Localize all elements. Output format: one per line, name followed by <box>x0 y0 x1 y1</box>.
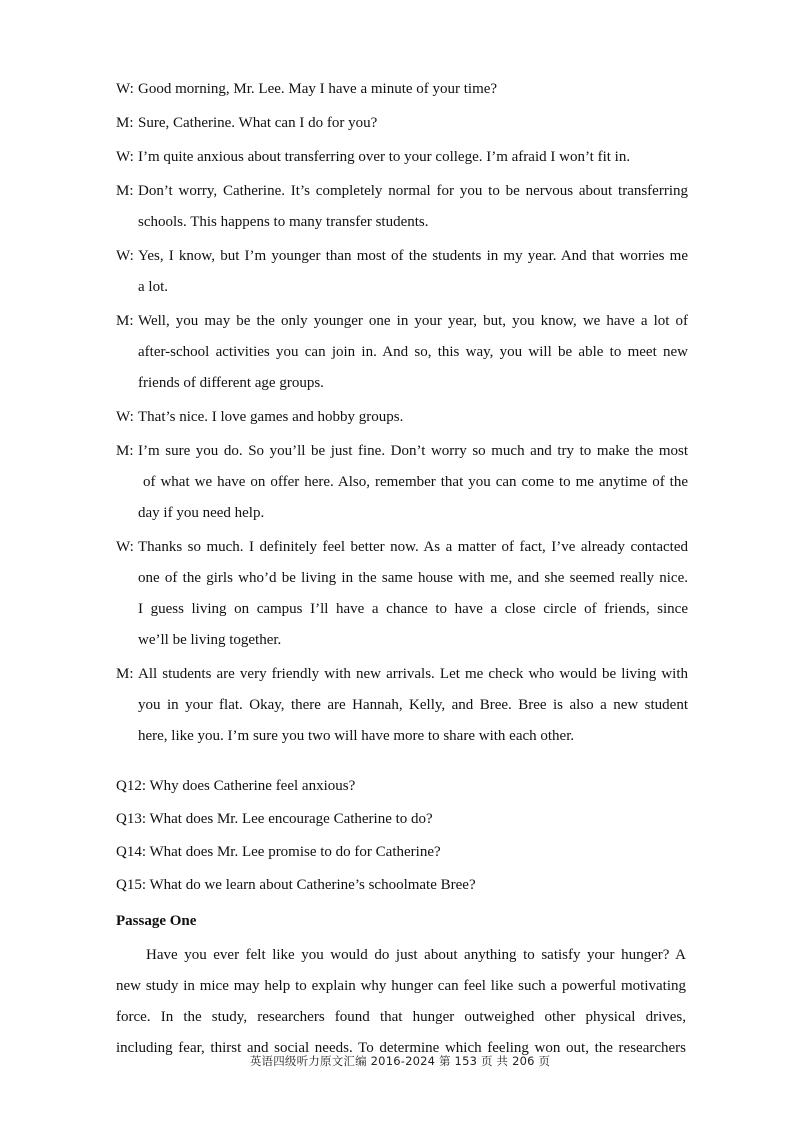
turn-line: we’ll be living together. <box>138 632 282 648</box>
turn-line: a lot. <box>138 279 168 295</box>
turn-line: Good morning, Mr. Lee. May I have a minute of your time? <box>138 81 498 97</box>
speaker-label: W: <box>116 539 134 555</box>
speaker-label: W: <box>116 248 134 264</box>
turn-line: day if you need help. <box>138 505 265 521</box>
turn-line: Sure, Catherine. What can I do for you? <box>138 115 378 131</box>
turn-line: schools. This happens to many transfer students. <box>138 214 429 230</box>
speaker-label: M: <box>116 115 134 131</box>
question-item: Q13: What does Mr. Lee encourage Catherine to do? <box>116 811 433 827</box>
turn-line: after-school activities you can join in. And so, this way, you will be able to meet new <box>138 344 688 360</box>
turn-line: Well, you may be the only younger one in your year, but, you know, we have a lot of <box>138 313 688 329</box>
speaker-label: W: <box>116 81 134 97</box>
dialogue-turn <box>116 142 688 173</box>
dialogue-turn <box>116 659 688 752</box>
speaker-label: M: <box>116 443 134 459</box>
questions-list <box>116 770 688 902</box>
turn-line: I guess living on campus I’ll have a chance to have a close circle of friends, since <box>138 601 688 617</box>
turn-text <box>138 241 688 303</box>
turn-line: Yes, I know, but I’m younger than most of the students in my year. And that worries me <box>138 248 688 264</box>
turn-line: Don’t worry, Catherine. It’s completely normal for you to be nervous about transferring <box>138 183 688 199</box>
dialogue-section <box>116 74 688 755</box>
passage-title: Passage One <box>116 913 197 929</box>
passage-body <box>116 940 686 1064</box>
passage-line: Have you ever felt like you would do just about anything to satisfy your hunger? A <box>146 947 686 963</box>
turn-text <box>138 74 688 105</box>
dialogue-turn <box>116 108 688 139</box>
turn-text <box>138 436 688 529</box>
turn-line: here, like you. I’m sure you two will have more to share with each other. <box>138 728 575 744</box>
turn-text <box>138 532 688 656</box>
turn-text <box>138 306 688 399</box>
turn-text <box>138 176 688 238</box>
turn-line: you in your flat. Okay, there are Hannah, Kelly, and Bree. Bree is also a new student <box>138 697 688 713</box>
dialogue-turn <box>116 402 688 433</box>
page-footer: 英语四级听力原文汇编 2016-2024 第 153 页 共 206 页 <box>249 1054 551 1068</box>
turn-text <box>138 402 688 433</box>
turn-line: one of the girls who’d be living in the same house with me, and she seemed really nice. <box>138 570 688 586</box>
turn-text <box>138 659 688 752</box>
passage-line: new study in mice may help to explain why hunger can feel like such a powerful motivating <box>116 978 686 994</box>
dialogue-turn <box>116 74 688 105</box>
turn-line: Thanks so much. I definitely feel better now. As a matter of fact, I’ve already contacted <box>138 539 688 555</box>
turn-text <box>138 142 688 173</box>
question-item: Q12: Why does Catherine feel anxious? <box>116 778 356 794</box>
dialogue-turn <box>116 436 688 529</box>
passage-line: including fear, thirst and social needs. To determine which feeling won out, the researchers <box>116 1040 686 1056</box>
dialogue-turn <box>116 532 688 656</box>
speaker-label: M: <box>116 183 134 199</box>
question-item: Q15: What do we learn about Catherine’s schoolmate Bree? <box>116 877 476 893</box>
dialogue-turn <box>116 176 688 238</box>
speaker-label: M: <box>116 313 134 329</box>
passage-line: force. In the study, researchers found that hunger outweighed other physical drives, <box>116 1009 686 1025</box>
dialogue-turn <box>116 241 688 303</box>
turn-line: That’s nice. I love games and hobby groups. <box>138 409 404 425</box>
turn-line: I’m sure you do. So you’ll be just fine. Don’t worry so much and try to make the most <box>138 443 688 459</box>
dialogue-turn <box>116 306 688 399</box>
speaker-label: W: <box>116 149 134 165</box>
turn-line: friends of different age groups. <box>138 375 324 391</box>
speaker-label: W: <box>116 409 134 425</box>
turn-text <box>138 108 688 139</box>
question-item: Q14: What does Mr. Lee promise to do for Catherine? <box>116 844 441 860</box>
speaker-label: M: <box>116 666 134 682</box>
turn-line: of what we have on offer here. Also, remember that you can come to me anytime of the <box>143 474 688 490</box>
turn-line: All students are very friendly with new arrivals. Let me check who would be living with <box>138 666 688 682</box>
turn-line: I’m quite anxious about transferring over to your college. I’m afraid I won’t fit in. <box>138 149 631 165</box>
